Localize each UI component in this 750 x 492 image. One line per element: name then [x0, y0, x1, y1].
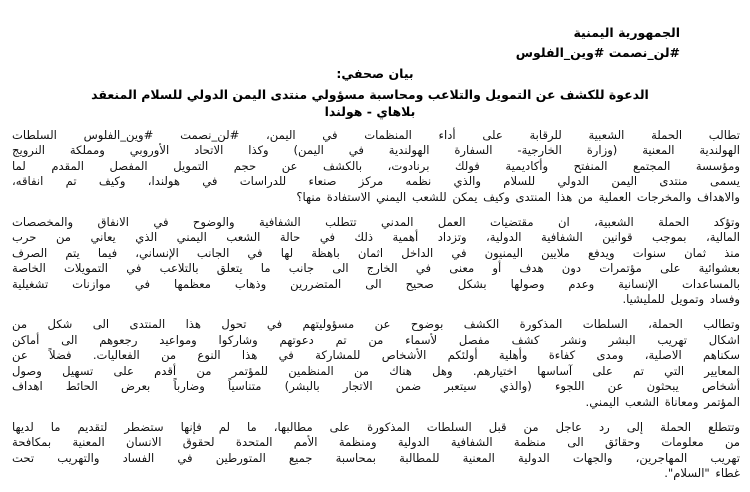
paragraph-line: منذ ثمان سنوات ويدفع ملايين اليمنيون في الداخل اثمان باهظة لها في الجانب الإنساني، فيما يتم الصرف: [12, 245, 740, 260]
paragraph-line: سكناهم الاصلية، ومدى كفاءة وأهلية أولئكم الأشخاص للمشاركة في هذا النوع من الفعاليات. فضلاً عن: [12, 348, 740, 363]
paragraph-line: المؤتمر ومعاناة الشعب اليمني.: [585, 394, 740, 409]
statement-label: بيان صحفي:: [336, 66, 414, 81]
statement-body: [12, 128, 740, 492]
paragraph-line: بعشوائية على مؤتمرات دون هدف أو معنى في الخارج الى جانب ما يتعلق بالتلاعب في التمويلات الخاصة: [12, 261, 740, 276]
paragraph-urgent-response: [12, 420, 740, 482]
campaign-hashtags: #لن_نصمت #وين_الفلوس: [515, 45, 680, 60]
paragraph-line: اشكال تهريب البشر ونشر كشف مفصل لأسماء من تم دعوتهم وشاركوا ومواعيد رجعوهم الى أماكن: [12, 332, 740, 347]
paragraph-line: الهولندية المعنية (وزارة الخارجية- السفارة الهولندية في اليمن) وكذا الاتحاد الأوروبي ومملكة النرويج: [12, 143, 740, 158]
paragraph-line: وتؤكد الحملة الشعبية، ان مقتضيات العمل المدني تتطلب الشفافية والوضوح في الانفاق والمخصصات: [12, 215, 740, 230]
paragraph-line: غطاء "السلام".: [664, 466, 740, 481]
paragraph-line: المالية، بموجب قوانين الشفافية الدولية، وتزداد أهمية ذلك في حالة الشعب اليمني الذي يعاني من حرب: [12, 230, 740, 245]
paragraph-line: وفساد وتمويل للمليشيا.: [622, 292, 740, 307]
paragraph-line: أشخاص يبحثون عن اللجوء (والذي سيتعبر ضمن الاتجار بالبشر) متناسياً وضارباً بعرض الحائط اهداف: [12, 379, 740, 394]
title-line: بلاهاي - هولندا: [324, 104, 416, 119]
paragraph-line: تطالب الحملة الشعبية للرقابة على أداء المنظمات في اليمن، #لن_نصمت #وين_الفلوس السلطات: [12, 128, 740, 142]
paragraph-line: وتطالب الحملة، السلطات المذكورة الكشف بوضوح عن مسؤوليتهم في تحول هذا المنتدى الى شكل من: [12, 317, 740, 332]
paragraph-accountability: [12, 317, 740, 409]
paragraph-line: والاهداف والمخرجات العملية من هذا المنتدى وكيف يمكن للشعب اليمني الاستفادة منها؟: [296, 189, 740, 204]
paragraph-line: يسمى منتدى اليمن الدولي للسلام والذي نظمه مركز صنعاء للدراسات في هولندا، وكيف تم انفاقه،: [12, 174, 740, 189]
paragraph-line: بالمساعدات الإنسانية وعدم وصولها بشكل صحيح الى المتضررين وذهاب معظمها في موازنات تشغيلية: [12, 276, 740, 291]
republic-heading: الجمهورية اليمنية: [573, 25, 680, 40]
paragraph-line: تهريب المهاجرين، والجهات الدولية المعنية للمطالبة بمحاسبة جميع المتورطين في الفساد والتهريب تحت: [12, 450, 740, 465]
title-line: الدعوة للكشف عن التمويل والتلاعب ومحاسبة مسؤولي منتدى اليمن الدولي للسلام المنعقد: [91, 87, 649, 102]
paragraph-line: من معلومات وحقائق الى منظمة الشفافية الدولية ومنظمة الأمم المتحدة لحقوق الانسان المعنية بمكافحة: [12, 435, 740, 450]
paragraph-transparency: [12, 215, 740, 307]
paragraph-line: وتتطلع الحملة إلى رد عاجل من قبل السلطات المذكورة على مطالبها، ما لم فإنها ستضطر لتقديم ما لديها: [12, 419, 740, 434]
statement-title: [30, 86, 710, 120]
paragraph-line: ومؤسسة المجتمع المنفتح وأكاديمية فولك برنادوت، بالكشف عن حجم التمويل المفصل المقدم لما: [12, 158, 740, 173]
paragraph-line: المعايير التي تم على آساسها اختيارهم. وهل هناك من المنظمين للمؤتمر من أقدم على تسهيل وصول: [12, 363, 740, 378]
paragraph-demand-disclosure: [12, 128, 740, 205]
